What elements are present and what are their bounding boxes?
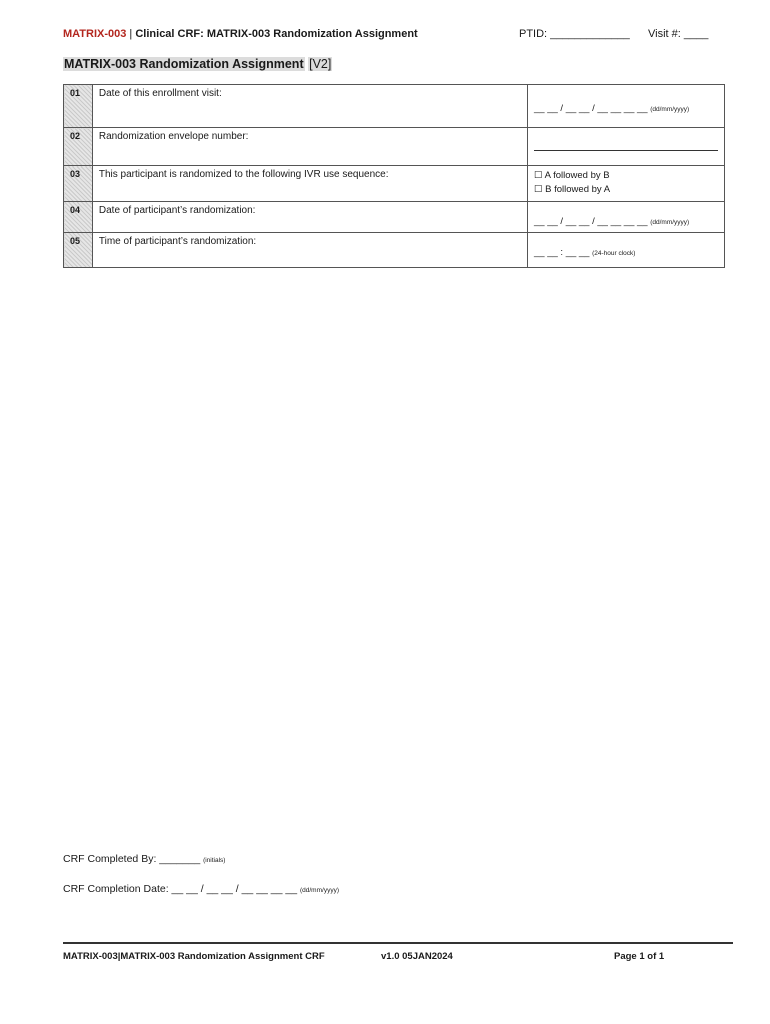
time-blanks: __ __ : __ __ — [534, 247, 590, 258]
footer-version: v1.0 05JAN2024 — [381, 951, 453, 962]
crf-row-01 — [64, 85, 725, 128]
initials-hint: (initials) — [203, 857, 226, 864]
header-separator: | — [126, 28, 136, 40]
item-question: Randomization envelope number: — [92, 128, 527, 166]
crf-row-04 — [64, 202, 725, 233]
form-name: MATRIX-003 Randomization Assignment — [64, 57, 304, 71]
item-number: 03 — [64, 166, 93, 202]
header-title: Clinical CRF: MATRIX-003 Randomization Assignment — [135, 28, 418, 40]
option-a-then-b-checkbox[interactable]: ☐ A followed by B — [534, 170, 610, 181]
envelope-number-field[interactable] — [528, 128, 725, 166]
crf-table — [63, 84, 725, 268]
item-question: Time of participant’s randomization: — [92, 233, 527, 268]
footer-divider — [63, 942, 733, 944]
form-version: [V2] — [309, 57, 332, 71]
crf-completion-date-field[interactable] — [63, 883, 339, 895]
completion-date-hint: (dd/mm/yyyy) — [299, 887, 339, 894]
crf-completed-by-field[interactable] — [63, 853, 225, 865]
sequence-options — [528, 166, 725, 202]
item-number: 04 — [64, 202, 93, 233]
form-title — [63, 57, 332, 71]
page-header — [63, 28, 713, 44]
time-format-hint: (24-hour clock) — [592, 250, 636, 257]
completed-by-label: CRF Completed By: _______ — [63, 853, 201, 865]
randomization-date-field[interactable] — [528, 202, 725, 233]
item-number: 02 — [64, 128, 93, 166]
date-format-hint: (dd/mm/yyyy) — [650, 106, 690, 113]
item-question: Date of participant’s randomization: — [92, 202, 527, 233]
item-number: 05 — [64, 233, 93, 268]
item-question: Date of this enrollment visit: — [92, 85, 527, 128]
enrollment-date-field[interactable] — [528, 85, 725, 128]
option-b-then-a-checkbox[interactable]: ☐ B followed by A — [534, 184, 611, 195]
item-question: This participant is randomized to the following IVR use sequence: — [92, 166, 527, 202]
ptid-field[interactable]: PTID: _____________ — [519, 28, 630, 40]
item-number: 01 — [64, 85, 93, 128]
crf-row-03 — [64, 166, 725, 202]
envelope-number-line — [534, 141, 718, 151]
footer-page-number: Page 1 of 1 — [614, 951, 665, 962]
footer-form-name: MATRIX-003|MATRIX-003 Randomization Assignment CRF — [63, 951, 325, 962]
crf-row-05 — [64, 233, 725, 268]
completion-date-label: CRF Completion Date: __ __ / __ __ / __ __ __ __ — [63, 883, 298, 895]
date-blanks: __ __ / __ __ / __ __ __ __ — [534, 103, 648, 114]
crf-row-02 — [64, 128, 725, 166]
study-code: MATRIX-003 — [63, 28, 127, 40]
randomization-time-field[interactable] — [528, 233, 725, 268]
date-format-hint: (dd/mm/yyyy) — [650, 219, 690, 226]
visit-number-field[interactable]: Visit #: ____ — [648, 28, 709, 40]
date-blanks: __ __ / __ __ / __ __ __ __ — [534, 216, 648, 227]
